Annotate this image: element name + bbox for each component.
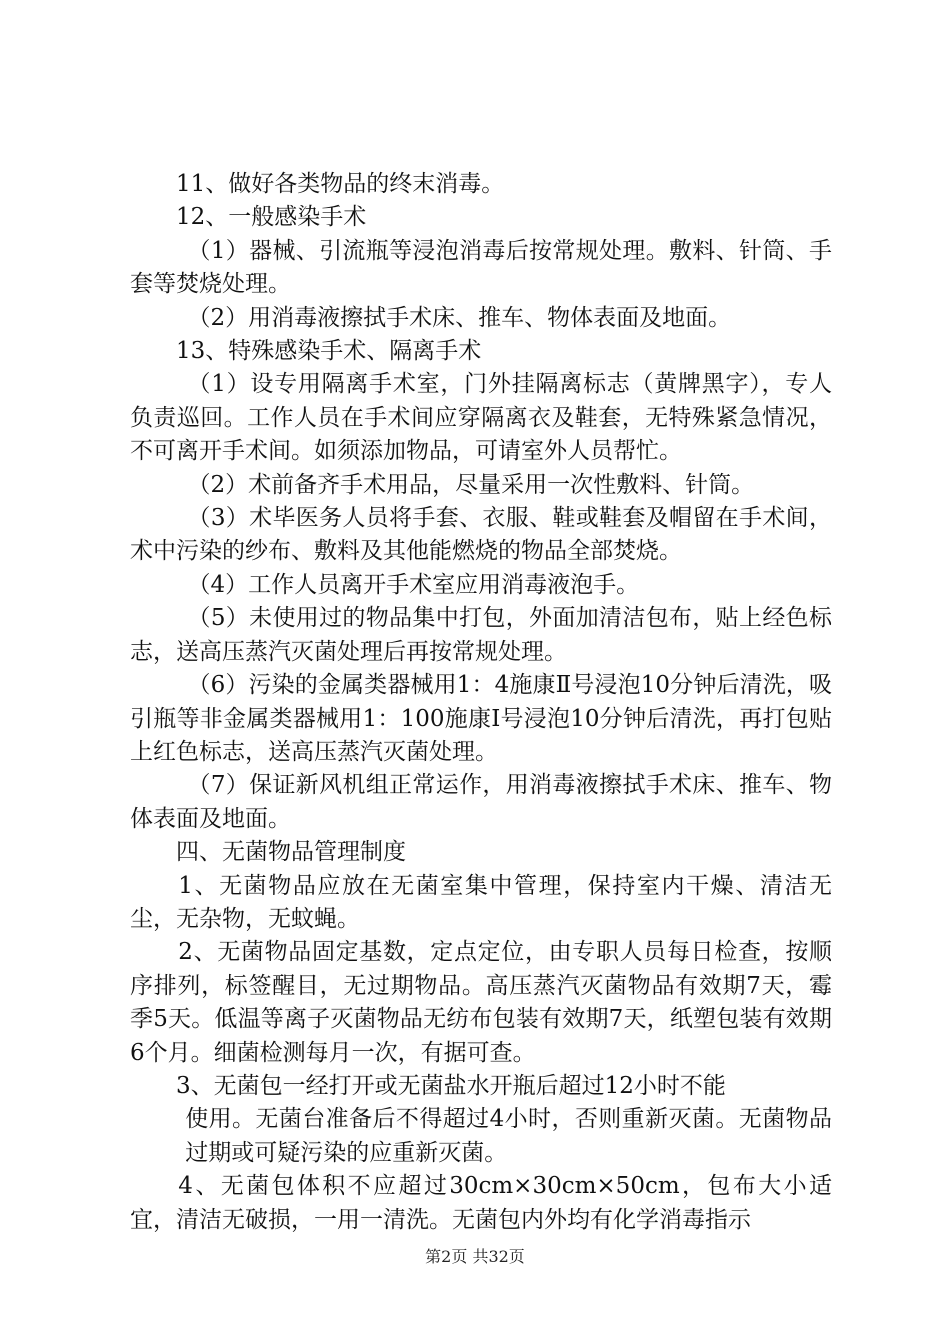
paragraph-13-2: （2）术前备齐手术用品，尽量采用一次性敷料、针筒。 (187, 471, 755, 498)
paragraph-12-2: （2）用消毒液擦拭手术床、推车、物体表面及地面。 (187, 304, 732, 331)
paragraph-13-5: （5）未使用过的物品集中打包，外面加清洁包布，贴上经色标志，送高压蒸汽灭菌处理后再按常规处理。 (130, 605, 832, 665)
paragraph-13-7: （7）保证新风机组正常运作，用消毒液擦拭手术床、推车、物体表面及地面。 (130, 772, 832, 832)
document-body (130, 168, 832, 1237)
paragraph-heading-12: 12、一般感染手术 (176, 204, 367, 231)
paragraph-13-6: （6）污染的金属类器械用1：4施康Ⅱ号浸泡10分钟后清洗，吸引瓶等非金属类器械用1：100施康Ⅰ号浸泡10分钟后清洗，再打包贴上红色标志，送高压蒸汽灭菌处理。 (130, 672, 832, 765)
paragraph-13-3: （3）术毕医务人员将手套、衣服、鞋或鞋套及帽留在手术间，术中污染的纱布、敷料及其他能燃烧的物品全部焚烧。 (130, 505, 832, 565)
paragraph-12-1: （1）器械、引流瓶等浸泡消毒后按常规处理。敷料、针筒、手套等焚烧处理。 (130, 237, 832, 298)
paragraph-heading-13: 13、特殊感染手术、隔离手术 (176, 338, 482, 365)
paragraph-4-4: 4、无菌包体积不应超过30cm×30cm×50cm，包布大小适宜，清洁无破损，一用一清洗。无菌包内外均有化学消毒指示 (130, 1173, 832, 1233)
page-footer: 第2页 共32页 (425, 1247, 525, 1266)
paragraph-4-3: 3、无菌包一经打开或无菌盐水开瓶后超过12小时不能 (176, 1072, 726, 1099)
paragraph-4-2: 2、无菌物品固定基数，定点定位，由专职人员每日检查，按顺序排列，标签醒目，无过期物品。高压蒸汽灭菌物品有效期7天，霉季5天。低温等离子灭菌物品无纺布包装有效期7天，纸塑包装有效期6个月。细菌检测每月一次，有据可查。 (130, 939, 832, 1066)
paragraph-4-3-cont: 使用。无菌台准备后不得超过4小时，否则重新灭菌。无菌物品过期或可疑污染的应重新灭菌。 (185, 1106, 832, 1166)
paragraph-13-4: （4）工作人员离开手术室应用消毒液泡手。 (187, 571, 640, 598)
section-heading-4: 四、无菌物品管理制度 (176, 839, 406, 866)
paragraph-4-1: 1、无菌物品应放在无菌室集中管理，保持室内干燥、清洁无尘，无杂物，无蚊蝇。 (130, 872, 832, 932)
paragraph-13-1: （1）设专用隔离手术室，门外挂隔离标志（黄牌黑字），专人负责巡回。工作人员在手术间应穿隔离衣及鞋套，无特殊紧急情况，不可离开手术间。如须添加物品，可请室外人员帮忙。 (130, 371, 832, 465)
paragraph-item-11: 11、做好各类物品的终末消毒。 (176, 171, 505, 197)
